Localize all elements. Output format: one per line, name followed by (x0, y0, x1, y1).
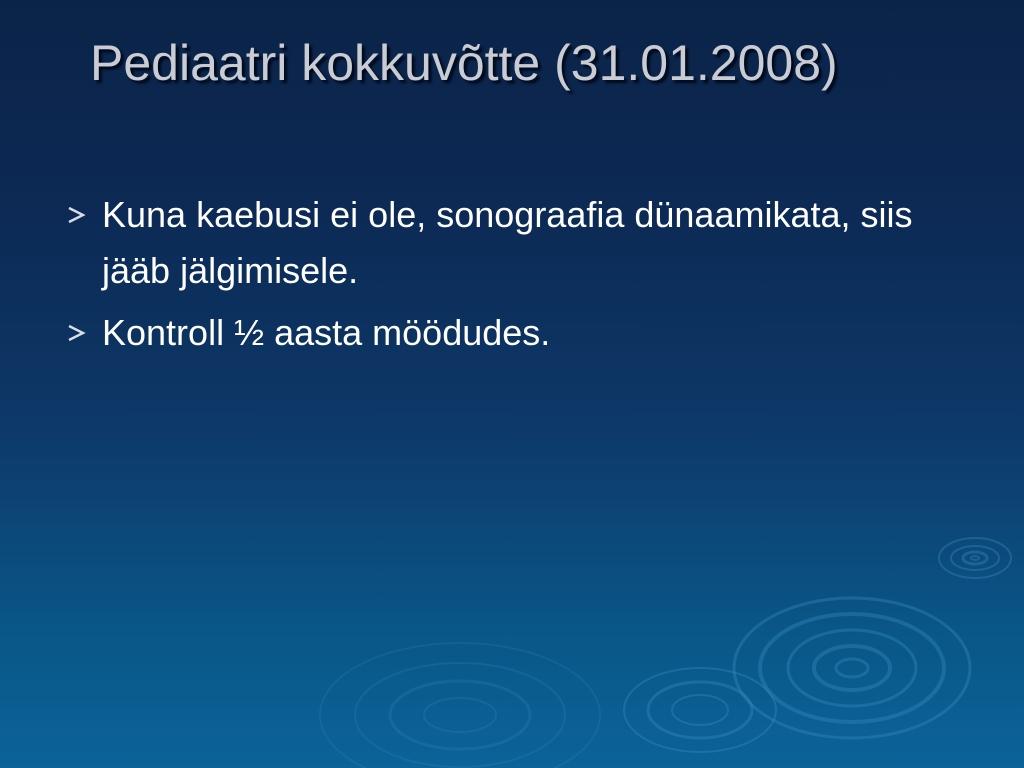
arrow-bullet-icon (66, 206, 88, 224)
ripple-faint (320, 643, 600, 768)
ripple-small (939, 538, 1011, 578)
bullet-item (62, 187, 942, 299)
bullet-item (62, 305, 942, 361)
ripple-medium (624, 668, 776, 752)
arrow-bullet-icon (66, 324, 88, 342)
bullet-text: Kuna kaebusi ei ole, sonograafia dünaamikata, siis jääb jälgimisele. (102, 194, 913, 291)
slide-title: Pediaatri kokkuvõtte (31.01.2008) (90, 35, 838, 91)
bullet-text: Kontroll ½ aasta möödudes. (102, 312, 551, 353)
bullet-list (62, 187, 942, 367)
ripple-large (734, 598, 970, 738)
